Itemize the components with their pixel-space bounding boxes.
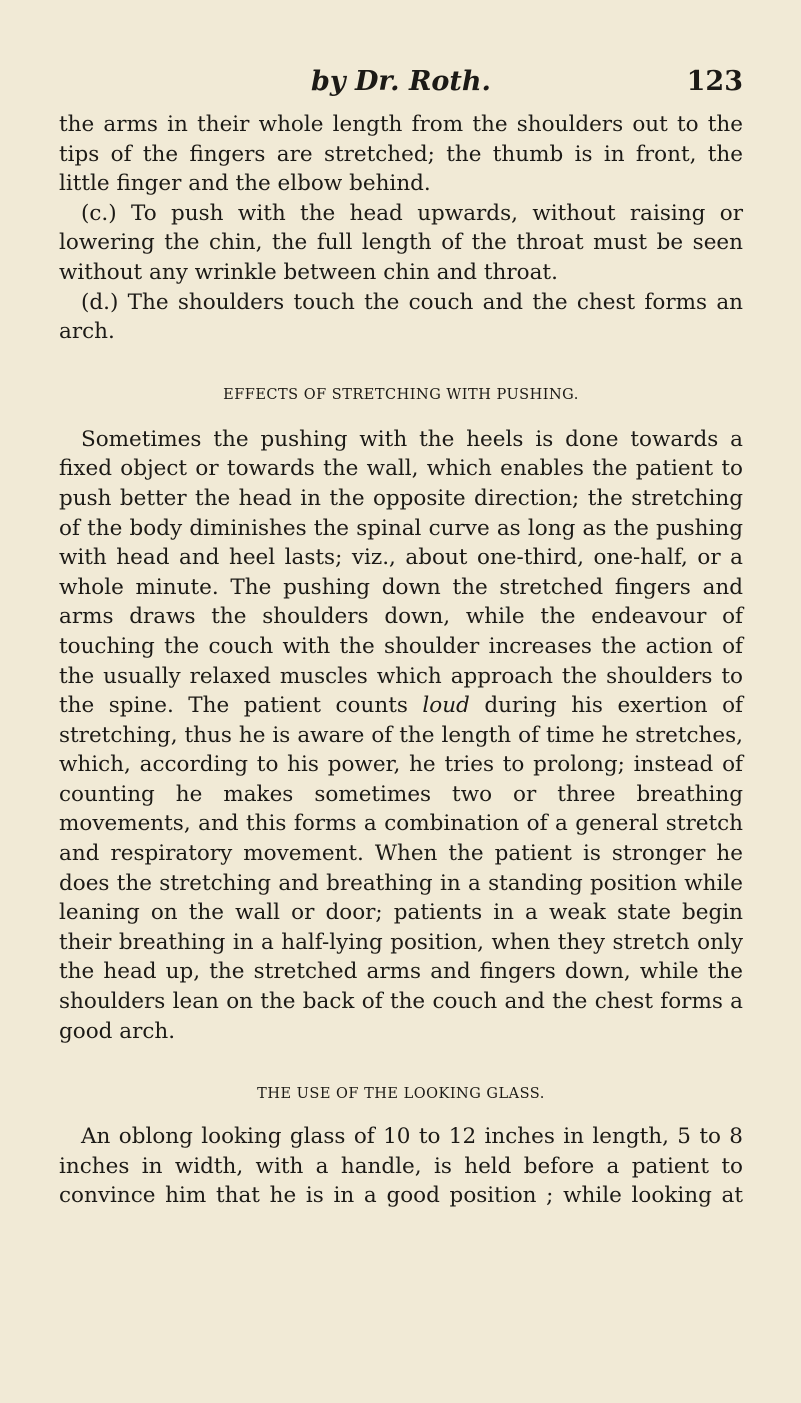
running-title: by Dr. Roth. — [311, 66, 491, 97]
paragraph-effects-text-1: Sometimes the pushing with the heels is done towards a fixed object or towards the wall, which enables the patient to push better the head in the opposite direction; the stretching of the body diminishes the spinal curve as long as the pushing with head and heel lasts; viz., about one-third, one-half, or a whole minute. The pushing down the stretched fingers and arms draws the shoulders down, while the endeavour of touching the couch with the shoulder increases the action of the usually relaxed muscles which approach the shoulders to the spine. The patient counts — [59, 426, 743, 719]
page-number: 123 — [686, 66, 743, 97]
paragraph-effects — [59, 425, 743, 1046]
emphasis-loud: loud — [422, 693, 470, 719]
section-heading-effects: EFFECTS OF STRETCHING WITH PUSHING. — [223, 386, 579, 403]
paragraph-c: (c.) To push with the head upwards, without raising or lowering the chin, the full length of the throat must be seen without any wrinkle between chin and throat. — [59, 200, 743, 285]
running-head — [59, 66, 743, 110]
paragraph-d: (d.) The shoulders touch the couch and the chest forms an arch. — [59, 289, 743, 345]
section-heading-looking-glass: THE USE OF THE LOOKING GLASS. — [257, 1086, 545, 1103]
paragraph-looking-glass: An oblong looking glass of 10 to 12 inches in length, 5 to 8 inches in width, with a handle, is held before a patient to convince him that he is in a good position ; while looking at — [59, 1124, 743, 1209]
paragraph-continued: the arms in their whole length from the shoulders out to the tips of the fingers are stretched; the thumb is in front, the little finger and the elbow behind. — [59, 112, 743, 197]
paragraph-effects-text-2: during his exertion of stretching, thus he is aware of the length of time he stretches, which, according to his power, he tries to prolong; instead of counting he makes sometimes two or three breathing movements, and this forms a combination of a general stretch and respiratory movement. When the patient is stronger he does the stretching and breathing in a standing position while leaning on the wall or door; patients in a weak state begin their breathing in a half-lying position, when they stretch only the head up, the stretched arms and fingers down, while the shoulders lean on the back of the couch and the chest forms a good arch. — [59, 693, 744, 1044]
